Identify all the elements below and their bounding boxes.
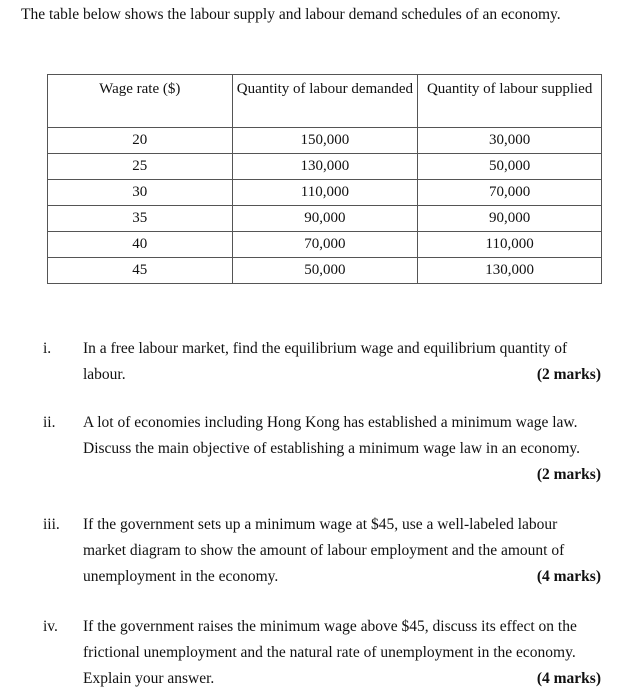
table-row xyxy=(48,154,602,180)
question-number: iv. xyxy=(43,618,58,635)
header-quantity-demanded: Quantity of labour demanded xyxy=(232,75,418,128)
supplied-cell: 90,000 xyxy=(418,206,602,232)
demanded-cell: 90,000 xyxy=(232,206,418,232)
question-ii xyxy=(43,410,601,488)
supplied-cell: 130,000 xyxy=(418,258,602,284)
table-row xyxy=(48,128,602,154)
question-i xyxy=(43,336,601,388)
question-iii xyxy=(43,512,601,590)
question-iv xyxy=(43,614,601,692)
wage-cell: 30 xyxy=(48,180,233,206)
question-marks: (4 marks) xyxy=(536,670,601,687)
supplied-cell: 30,000 xyxy=(418,128,602,154)
labour-schedule-table xyxy=(47,74,602,284)
question-marks: (4 marks) xyxy=(536,568,601,585)
table-row xyxy=(48,258,602,284)
table-header-row xyxy=(48,75,602,128)
demanded-cell: 130,000 xyxy=(232,154,418,180)
supplied-cell: 70,000 xyxy=(418,180,602,206)
question-number: ii. xyxy=(43,414,56,431)
demanded-cell: 150,000 xyxy=(232,128,418,154)
table-row xyxy=(48,180,602,206)
header-quantity-supplied: Quantity of labour supplied xyxy=(418,75,602,128)
question-number: i. xyxy=(43,340,52,357)
intro-text: The table below shows the labour supply and labour demand schedules of an economy. xyxy=(21,6,561,23)
wage-cell: 25 xyxy=(48,154,233,180)
question-text: In a free labour market, find the equilibrium wage and equilibrium quantity of labour. xyxy=(83,340,568,383)
question-marks: (2 marks) xyxy=(536,466,601,483)
wage-cell: 45 xyxy=(48,258,233,284)
demanded-cell: 70,000 xyxy=(232,232,418,258)
question-text: If the government sets up a minimum wage at $45, use a well-labeled labour market diagram to show the amount of labour employment and the amount of unemployment in the economy. xyxy=(83,516,565,585)
demanded-cell: 110,000 xyxy=(232,180,418,206)
demanded-cell: 50,000 xyxy=(232,258,418,284)
table-row xyxy=(48,232,602,258)
question-marks: (2 marks) xyxy=(536,366,601,383)
question-text: If the government raises the minimum wage above $45, discuss its effect on the frictional unemployment and the natural rate of unemployment in the economy. Explain your answer. xyxy=(83,618,577,687)
supplied-cell: 50,000 xyxy=(418,154,602,180)
table-row xyxy=(48,206,602,232)
wage-cell: 20 xyxy=(48,128,233,154)
supplied-cell: 110,000 xyxy=(418,232,602,258)
wage-cell: 40 xyxy=(48,232,233,258)
header-wage-rate: Wage rate ($) xyxy=(48,75,233,128)
question-text: A lot of economies including Hong Kong has established a minimum wage law. Discuss the main objective of establishing a minimum wage law in an economy. xyxy=(83,414,581,457)
question-number: iii. xyxy=(43,516,60,533)
wage-cell: 35 xyxy=(48,206,233,232)
